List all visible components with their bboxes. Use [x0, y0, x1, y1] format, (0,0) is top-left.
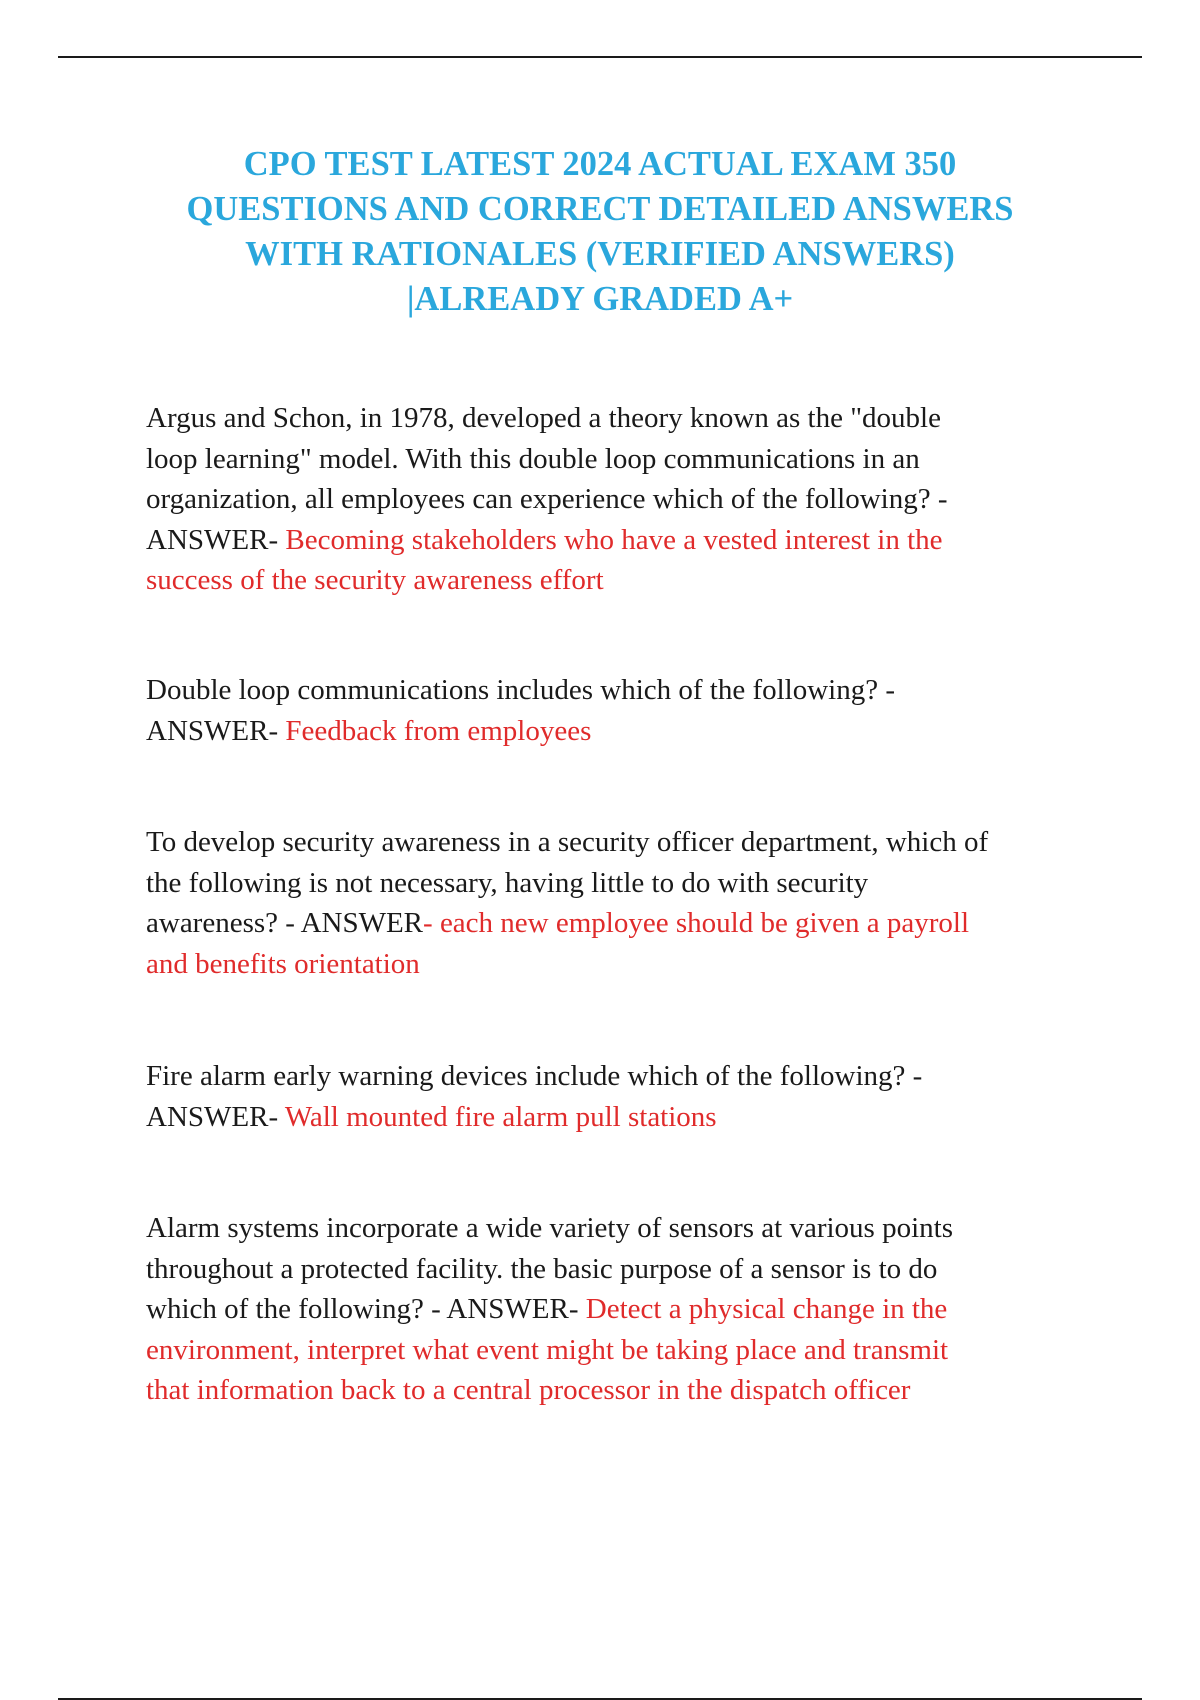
qa-line [146, 1097, 1106, 1138]
answer-text: Becoming stakeholders who have a vested interest in the [285, 523, 943, 556]
question-text: organization, all employees can experience which of the following? - [146, 483, 948, 515]
title-line: |ALREADY GRADED A+ [406, 280, 794, 318]
question-text: throughout a protected facility. the basic purpose of a sensor is to do [146, 1252, 938, 1285]
answer-text: that information back to a central processor in the dispatch officer [146, 1374, 911, 1406]
document-title [130, 142, 1070, 322]
qa-item [146, 822, 1106, 984]
qa-line [146, 822, 1106, 863]
question-text: Fire alarm early warning devices include which of the following? - [146, 1060, 923, 1092]
qa-line [146, 560, 1106, 601]
answer-text: success of the security awareness effort [146, 564, 604, 596]
question-text: Double loop communications includes which of the following? - [146, 674, 896, 706]
qa-line [146, 711, 1106, 752]
qa-line [146, 1330, 1106, 1371]
qa-line [146, 398, 1106, 439]
answer-text: Detect a physical change in the [585, 1293, 948, 1325]
question-text: which of the following? - ANSWER- [146, 1293, 586, 1325]
qa-line [146, 1208, 1106, 1249]
qa-line [146, 863, 1106, 904]
answer-text: Feedback from employees [285, 714, 592, 747]
answer-text: Wall mounted fire alarm pull stations [284, 1100, 717, 1133]
qa-line [146, 1249, 1106, 1290]
qa-item [146, 670, 1106, 751]
qa-line [146, 944, 1106, 985]
top-rule [58, 56, 1142, 58]
question-text: ANSWER- [146, 1100, 285, 1133]
qa-item [146, 398, 1106, 601]
title-line: QUESTIONS AND CORRECT DETAILED ANSWERS [186, 190, 1014, 228]
answer-text: - each new employee should be given a payroll [423, 907, 970, 939]
qa-line [146, 479, 1106, 520]
qa-line [146, 670, 1106, 711]
question-text: loop learning" model. With this double loop communications in an [146, 442, 920, 475]
question-text: To develop security awareness in a security officer department, which of [146, 826, 989, 858]
answer-text: environment, interpret what event might be taking place and transmit [146, 1333, 949, 1366]
qa-line [146, 1056, 1106, 1097]
question-text: Alarm systems incorporate a wide variety of sensors at various points [146, 1212, 953, 1244]
qa-line [146, 903, 1106, 944]
question-text: Argus and Schon, in 1978, developed a theory known as the "double [146, 402, 941, 434]
question-text: ANSWER- [146, 523, 286, 556]
qa-item [146, 1208, 1106, 1411]
qa-line [146, 1370, 1106, 1411]
title-line: WITH RATIONALES (VERIFIED ANSWERS) [245, 235, 955, 273]
qa-line [146, 520, 1106, 561]
qa-line [146, 439, 1106, 480]
qa-item [146, 1056, 1106, 1137]
question-text: the following is not necessary, having little to do with security [146, 866, 869, 899]
answer-text: and benefits orientation [146, 947, 420, 980]
question-text: ANSWER- [146, 714, 286, 747]
question-text: awareness? - ANSWER [146, 907, 424, 939]
title-line: CPO TEST LATEST 2024 ACTUAL EXAM 350 [243, 145, 957, 183]
qa-line [146, 1289, 1106, 1330]
